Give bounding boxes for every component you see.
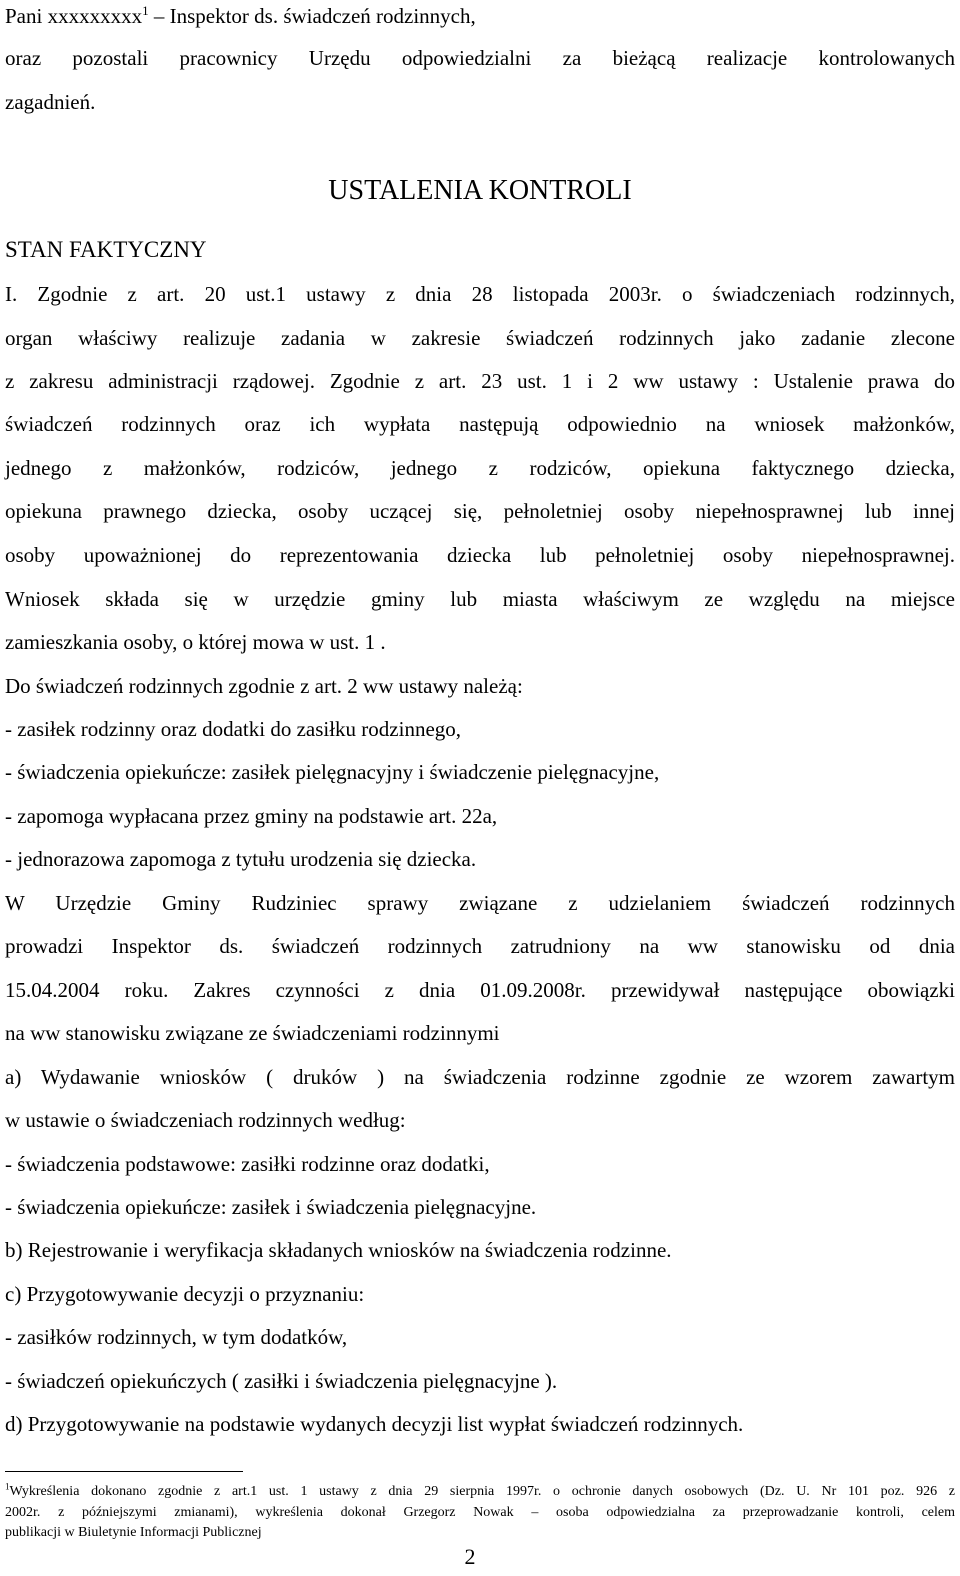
addressee-title: – Inspektor ds. świadczeń rodzinnych, bbox=[148, 4, 476, 28]
list-item: - świadczenia opiekuńcze: zasiłek i świadczenia pielęgnacyjne. bbox=[5, 1195, 537, 1219]
list-item: - zasiłek rodzinny oraz dodatki do zasiłku rodzinnego, bbox=[5, 717, 462, 741]
addressee-name: Pani xxxxxxxxx bbox=[5, 4, 143, 28]
body-line: opiekuna prawnego dziecka, osoby uczącej się, pełnoletniej osoby niepełnosprawnej lub innej bbox=[5, 499, 955, 523]
body-line: na ww stanowisku związane ze świadczeniami rodzinnymi bbox=[5, 1021, 500, 1045]
body-line: osoby upoważnionej do reprezentowania dziecka lub pełnoletniej osoby niepełnosprawnej. bbox=[5, 543, 955, 567]
addressee-line-2: oraz pozostali pracownicy Urzędu odpowiedzialni za bieżącą realizacje kontrolowanych bbox=[5, 46, 955, 70]
list-item: - zasiłków rodzinnych, w tym dodatków, bbox=[5, 1325, 348, 1349]
body-line: b) Rejestrowanie i weryfikacja składanych wniosków na świadczenia rodzinne. bbox=[5, 1238, 672, 1262]
footnote-line bbox=[5, 1482, 955, 1502]
body-line: w ustawie o świadczeniach rodzinnych według: bbox=[5, 1108, 406, 1132]
addressee-line bbox=[5, 3, 955, 29]
list-item: - świadczenia podstawowe: zasiłki rodzinne oraz dodatki, bbox=[5, 1152, 490, 1176]
footnote-line: publikacji w Biuletynie Informacji Publicznej bbox=[5, 1525, 262, 1540]
body-line: z zakresu administracji rządowej. Zgodnie z art. 23 ust. 1 i 2 ww ustawy : Ustalenie prawa do bbox=[5, 369, 955, 393]
body-line: świadczeń rodzinnych oraz ich wypłata następują odpowiednio na wniosek małżonków, bbox=[5, 412, 955, 436]
body-line: Do świadczeń rodzinnych zgodnie z art. 2 ww ustawy należą: bbox=[5, 674, 523, 698]
body-line: a) Wydawanie wniosków ( druków ) na świadczenia rodzinne zgodnie ze wzorem zawartym bbox=[5, 1065, 955, 1089]
body-line: jednego z małżonków, rodziców, jednego z rodziców, opiekuna faktycznego dziecka, bbox=[5, 456, 955, 480]
list-item: - świadczenia opiekuńcze: zasiłek pielęgnacyjny i świadczenie pielęgnacyjne, bbox=[5, 760, 660, 784]
body-line: W Urzędzie Gminy Rudziniec sprawy związane z udzielaniem świadczeń rodzinnych bbox=[5, 891, 955, 915]
body-line: 15.04.2004 roku. Zakres czynności z dnia 01.09.2008r. przewidywał następujące obowiązki bbox=[5, 978, 955, 1002]
page-number: 2 bbox=[464, 1544, 476, 1569]
footnote-reference: 1 bbox=[142, 3, 149, 18]
body-line: organ właściwy realizuje zadania w zakresie świadczeń rodzinnych jako zadanie zlecone bbox=[5, 326, 955, 350]
footnote-text: Wykreślenia dokonano zgodnie z art.1 ust. 1 ustawy z dnia 29 sierpnia 1997r. o ochronie danych osobowych (Dz. U. Nr 101 poz. 926 z bbox=[9, 1484, 955, 1499]
footnote-line: 2002r. z późniejszymi zmianami), wykreślenia dokonał Grzegorz Nowak – osoba odpowiedzialna za przeprowadzanie kontroli, celem bbox=[5, 1505, 955, 1520]
body-line: I. Zgodnie z art. 20 ust.1 ustawy z dnia 28 listopada 2003r. o świadczeniach rodzinnych, bbox=[5, 282, 955, 306]
body-line: prowadzi Inspektor ds. świadczeń rodzinnych zatrudniony na ww stanowisku od dnia bbox=[5, 934, 955, 958]
document-heading: USTALENIA KONTROLI bbox=[328, 175, 632, 206]
section-title: STAN FAKTYCZNY bbox=[5, 237, 207, 262]
body-line: Wniosek składa się w urzędzie gminy lub miasta właściwym ze względu na miejsce bbox=[5, 587, 955, 611]
footnote-number: 1 bbox=[5, 1481, 10, 1492]
list-item: - zapomoga wypłacana przez gminy na podstawie art. 22a, bbox=[5, 804, 498, 828]
addressee-line-3: zagadnień. bbox=[5, 90, 96, 114]
body-line: d) Przygotowywanie na podstawie wydanych decyzji list wypłat świadczeń rodzinnych. bbox=[5, 1412, 744, 1436]
body-line: zamieszkania osoby, o której mowa w ust. 1 . bbox=[5, 630, 386, 654]
list-item: - jednorazowa zapomoga z tytułu urodzenia się dziecka. bbox=[5, 847, 477, 871]
body-line: c) Przygotowywanie decyzji o przyznaniu: bbox=[5, 1282, 365, 1306]
footnote-separator bbox=[5, 1471, 243, 1472]
list-item: - świadczeń opiekuńczych ( zasiłki i świadczenia pielęgnacyjne ). bbox=[5, 1369, 558, 1393]
